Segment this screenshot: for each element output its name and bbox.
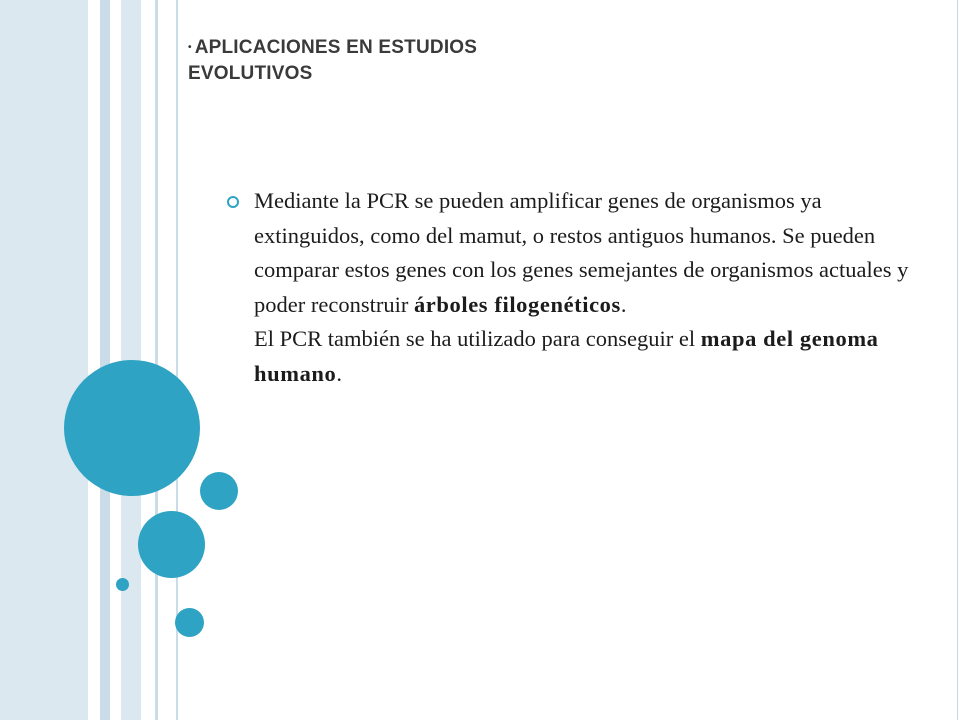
decor-circle-small-1 [200,472,238,510]
bullet-item [227,184,917,391]
decor-circle-tiny [116,578,129,591]
slide-title [188,35,608,87]
paragraph-1-text: Mediante la PCR se pueden amplificar genes de organismos ya extinguidos, como del mamut, o restos antiguos humanos. Se pueden comparar estos genes con los genes semejantes de organismos actuales y poder reconstruir [254,188,909,317]
title-bullet: • [188,42,192,53]
paragraph-pcr-extinct [254,184,917,322]
decor-circle-medium [138,511,205,578]
paragraph-2-end: . [336,360,343,386]
decor-stripe-wide [0,0,88,720]
paragraph-pcr-genome [254,322,917,391]
slide-content [227,184,917,391]
ring-bullet-icon [227,196,239,208]
paragraph-1-end: . [620,291,627,317]
paragraph-1-bold: árboles filogenéticos [413,291,621,317]
decor-circle-large [64,360,200,496]
decor-stripe-line [155,0,158,720]
decor-circle-small-2 [175,608,204,637]
decor-stripe-thin [100,0,110,720]
title-line-1: APLICACIONES EN ESTUDIOS [194,37,478,58]
paragraph-2-bold: mapa del genoma humano [254,326,879,386]
paragraph-2-text: El PCR también se ha utilizado para conseguir el [254,326,701,351]
title-line-2: EVOLUTIVOS [188,63,313,84]
slide-right-border [957,0,958,720]
